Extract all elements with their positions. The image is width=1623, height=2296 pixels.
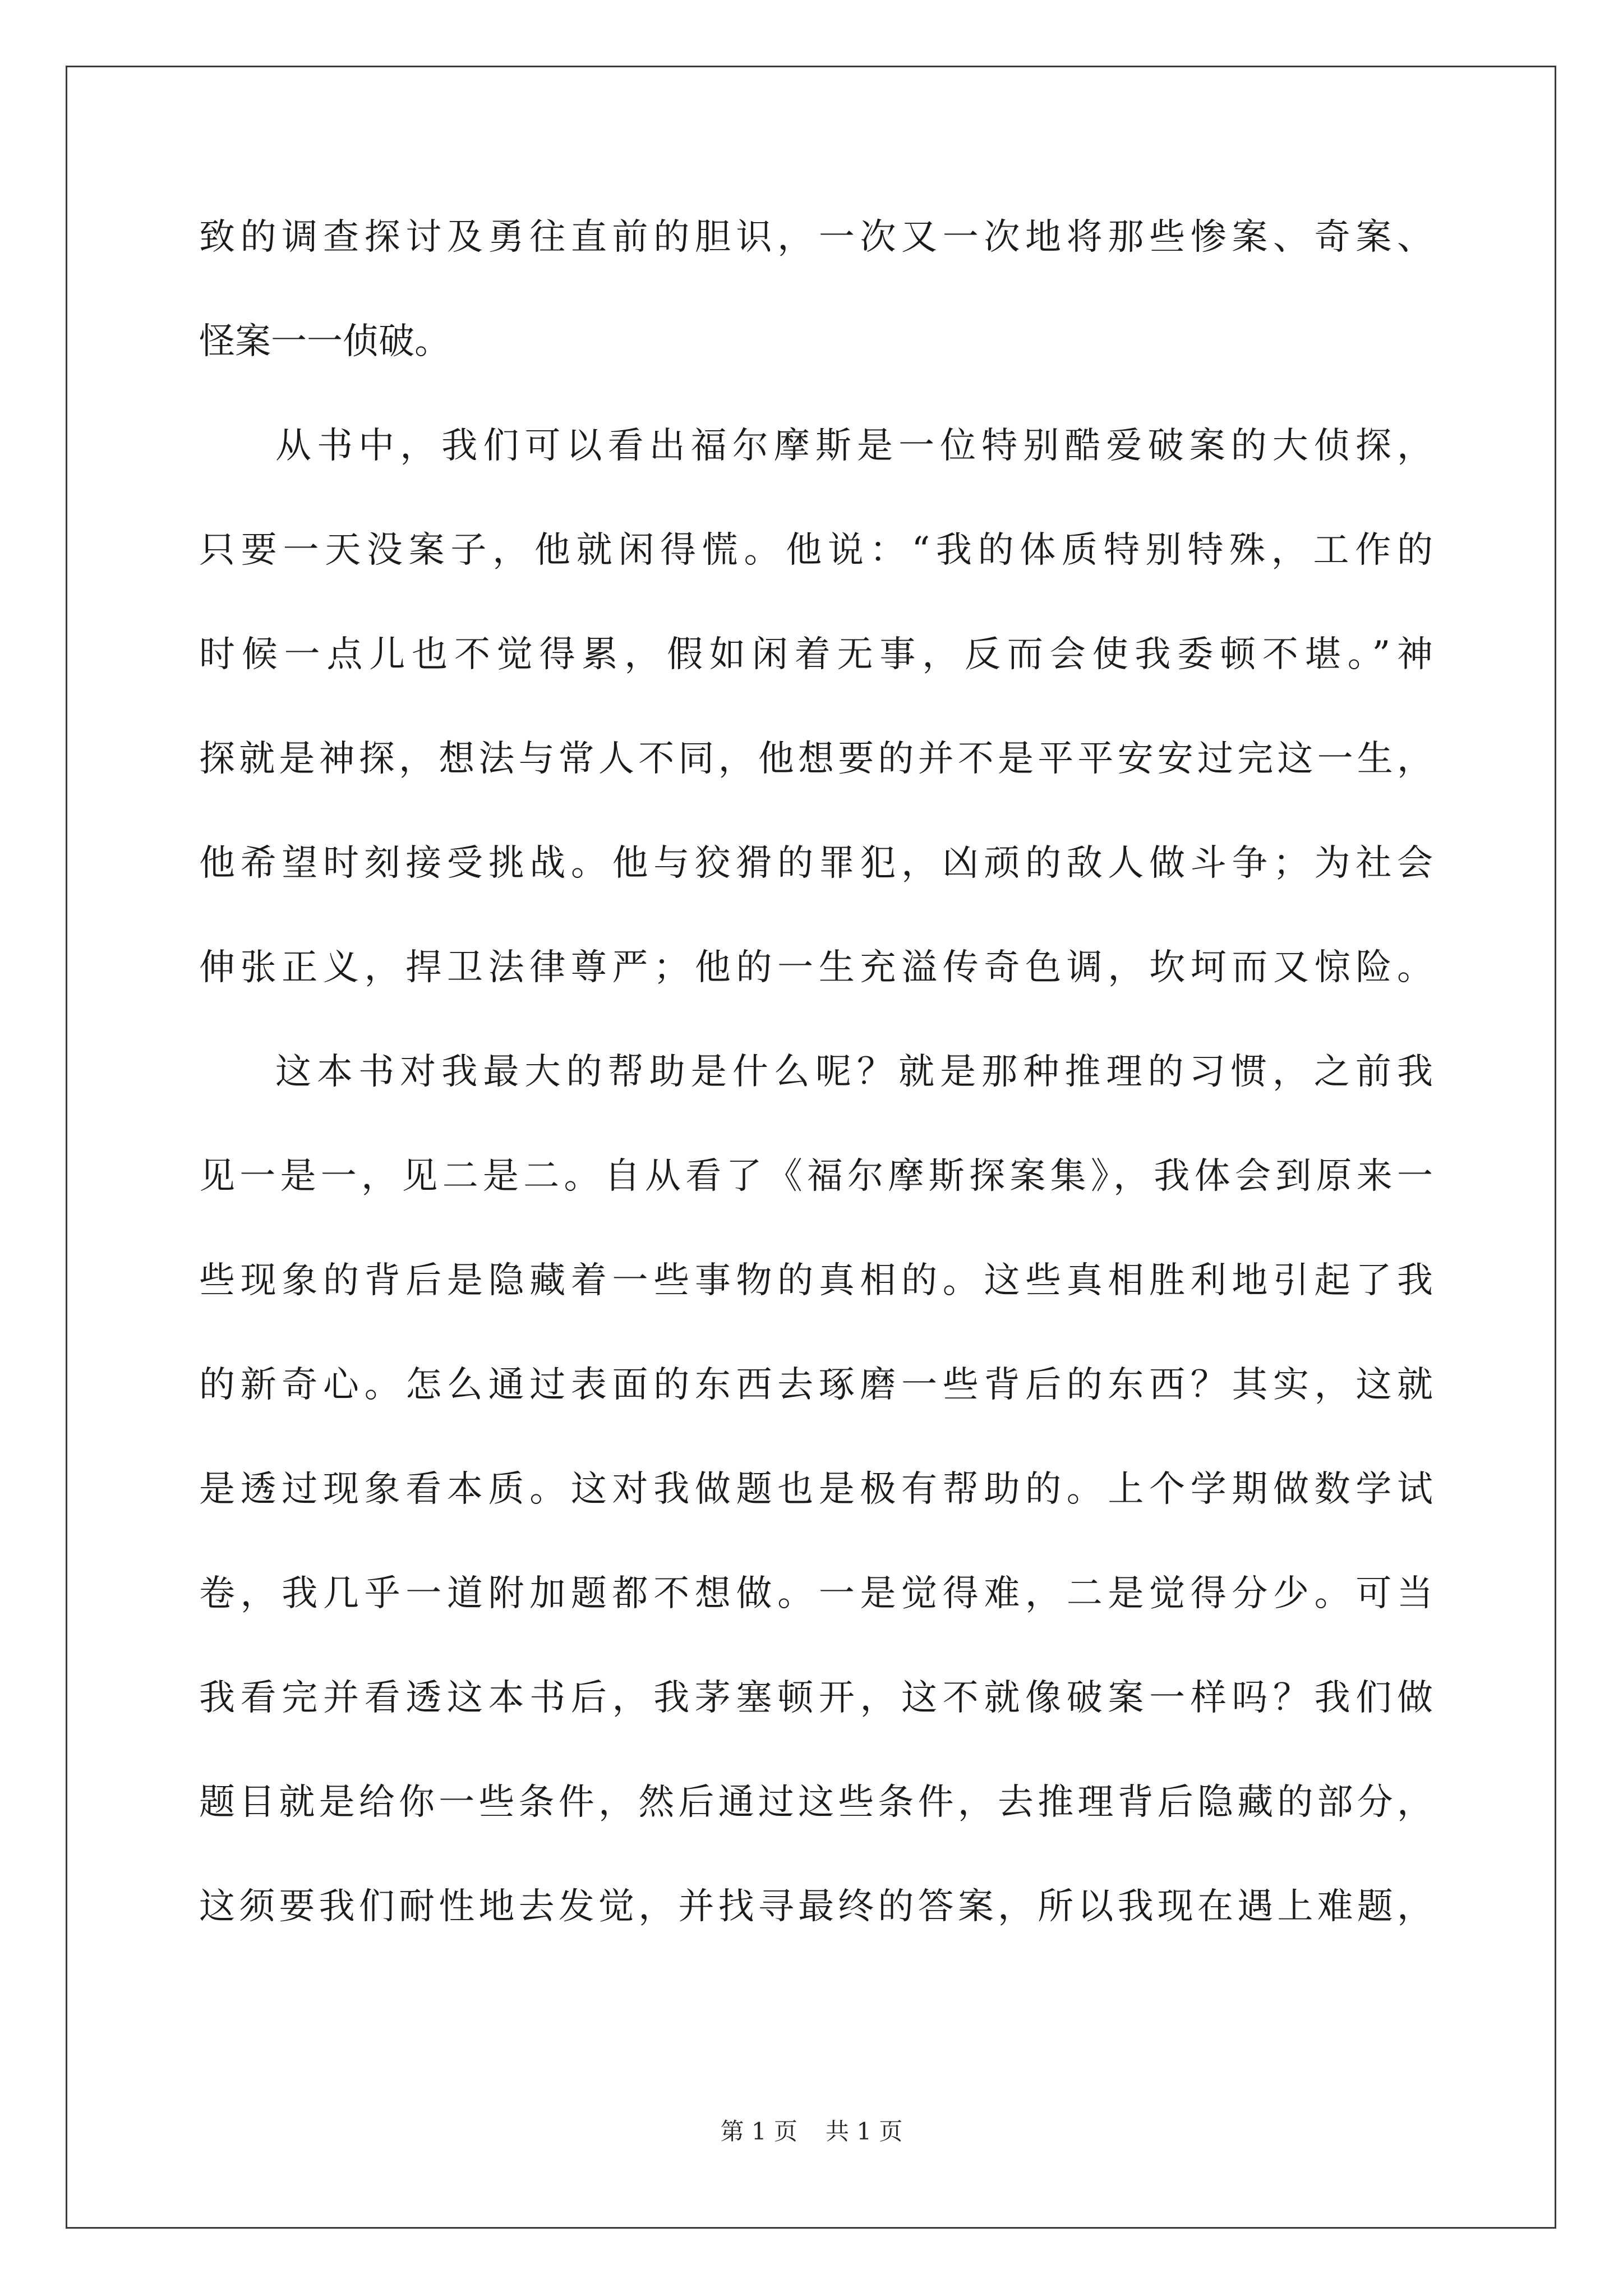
- text-line: 伸张正义，捍卫法律尊严；他的一生充溢传奇色调，坎坷而又惊险。: [199, 947, 1433, 988]
- text-line: 探就是神探，想法与常人不同，他想要的并不是平平安安过完这一生，: [199, 738, 1433, 780]
- text-line: 些现象的背后是隐藏着一些事物的真相的。这些真相胜利地引起了我: [199, 1260, 1433, 1301]
- text-line: 我看完并看透这本书后，我茅塞顿开，这不就像破案一样吗？我们做: [199, 1677, 1433, 1719]
- text-line: 怪案一一侦破。: [199, 321, 450, 362]
- text-line: 只要一天没案子，他就闲得慌。他说：“我的体质特别特殊，工作的: [199, 530, 1433, 571]
- paragraph-first-line: 这本书对我最大的帮助是什么呢？就是那种推理的习惯，之前我: [275, 1051, 1433, 1093]
- page-footer: [0, 2115, 1623, 2148]
- text-line: 卷，我几乎一道附加题都不想做。一是觉得难，二是觉得分少。可当: [199, 1573, 1433, 1614]
- page-total: 共 1 页: [826, 2118, 903, 2145]
- text-line: 他希望时刻接受挑战。他与狡猾的罪犯，凶顽的敌人做斗争；为社会: [199, 843, 1433, 884]
- text-line: 致的调查探讨及勇往直前的胆识，一次又一次地将那些惨案、奇案、: [199, 217, 1433, 258]
- text-line: 时候一点儿也不觉得累，假如闲着无事，反而会使我委顿不堪。”神: [199, 634, 1433, 675]
- text-line: 这须要我们耐性地去发觉，并找寻最终的答案，所以我现在遇上难题，: [199, 1886, 1433, 1927]
- text-line: 题目就是给你一些条件，然后通过这些条件，去推理背后隐藏的部分，: [199, 1782, 1433, 1823]
- text-line: 的新奇心。怎么通过表面的东西去琢磨一些背后的东西？其实，这就: [199, 1364, 1433, 1406]
- page-number: 第 1 页: [720, 2118, 797, 2145]
- text-line: 是透过现象看本质。这对我做题也是极有帮助的。上个学期做数学试: [199, 1469, 1433, 1510]
- document-body: [199, 185, 1433, 1959]
- text-line: 见一是一，见二是二。自从看了《福尔摩斯探案集》，我体会到原来一: [199, 1156, 1433, 1197]
- paragraph-first-line: 从书中，我们可以看出福尔摩斯是一位特别酷爱破案的大侦探，: [275, 425, 1433, 467]
